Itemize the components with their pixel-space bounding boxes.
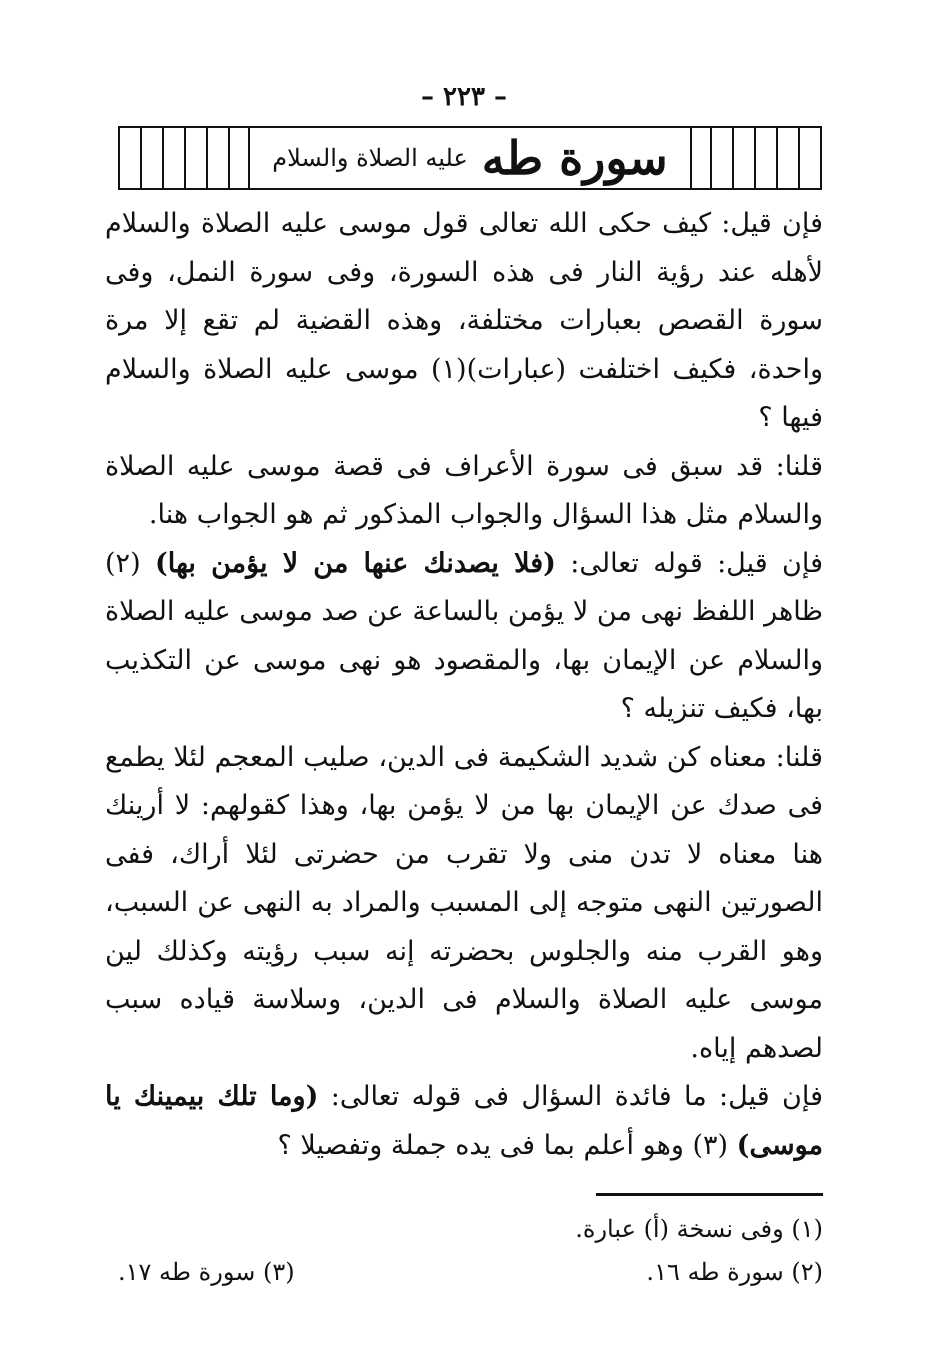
text-line: قلنا: قد سبق فى سورة الأعراف فى قصة موسى عليه الصلاة — [105, 450, 823, 482]
text-line: لأهله عند رؤية النار فى هذه السورة، وفى سورة النمل، وفى — [105, 256, 823, 288]
surah-name: سورة طه — [481, 131, 668, 185]
text-line: سورة القصص بعبارات مختلفة، وهذه القضية لم تقع إلا مرة — [105, 305, 823, 336]
text-line: إياه. — [690, 1032, 737, 1064]
text-line: فيها ؟ — [758, 402, 823, 433]
paragraph-question-1 — [105, 200, 823, 443]
question-lead: فإن قيل: قوله تعالى: — [570, 547, 823, 579]
text-line: هنا معناه لا تدن منى ولا تقرب من حضرتى لئلا أراك، ففى — [105, 838, 823, 870]
text-line: الصورتين النهى متوجه إلى المسبب والمراد به النهى عن السبب، — [105, 887, 823, 918]
footnote-divider — [596, 1193, 823, 1196]
surah-subtitle: عليه الصلاة والسلام — [272, 144, 468, 172]
text-line: فى صدك عن الإيمان بها من لا يؤمن بها، وهذا كقولهم: لا أرينك — [105, 790, 823, 821]
text-line: قلنا: معناه كن شديد الشكيمة فى الدين، صليب المعجم لئلا يطمع — [105, 741, 823, 773]
quran-quote: (فلا يصدنك عنها من لا يؤمن بها) — [154, 547, 556, 579]
text-line: فكيف تنزيله ؟ — [620, 693, 778, 724]
header-title — [270, 128, 670, 188]
text-line: واحدة، فكيف اختلفت (عبارات)(١) موسى عليه الصلاة والسلام — [105, 353, 823, 385]
footnote-3: (٣) سورة طه ١٧. — [118, 1258, 295, 1286]
text-line: وهو أعلم بما فى يده جملة وتفصيلا ؟ — [277, 1129, 684, 1161]
paragraph-question-2 — [105, 540, 823, 734]
text-line: فإن قيل: كيف حكى الله تعالى قول موسى عليه الصلاة والسلام — [105, 208, 823, 239]
text-line: ظاهر اللفظ نهى من لا يؤمن بالساعة عن صد موسى عليه الصلاة — [105, 596, 823, 627]
footnote-ref: (٢) — [105, 547, 141, 579]
paragraph-question-3 — [105, 1073, 823, 1170]
footnote-2: (٢) سورة طه ١٦. — [646, 1258, 823, 1286]
page-number: – ٢٢٣ – — [420, 82, 508, 112]
footnote-ref: (٣) — [692, 1129, 729, 1161]
text-line: موسى عليه الصلاة والسلام فى الدين، وسلاسة قياده سبب لصدهم — [105, 984, 823, 1064]
body-text — [105, 200, 823, 1170]
quran-quote: (وما تلك بيمينك يا موسى) — [105, 1081, 823, 1161]
text-line: والسلام مثل هذا السؤال والجواب المذكور ثم هو الجواب هنا. — [148, 499, 823, 530]
text-line: وهو القرب منه والجلوس بحضرته إنه سبب رؤيته وكذلك لين — [105, 935, 823, 967]
text-line: والسلام عن الإيمان بها، والمقصود هو نهى موسى عن التكذيب بها، — [105, 644, 823, 724]
decorative-stripes-right — [670, 128, 820, 188]
decorative-stripes-left — [120, 128, 270, 188]
paragraph-answer-1 — [105, 443, 823, 540]
footnote-1: (١) وفى نسخة (أ) عبارة. — [575, 1215, 823, 1243]
surah-header — [118, 126, 822, 190]
question-lead: فإن قيل: ما فائدة السؤال فى قوله تعالى: — [330, 1081, 823, 1112]
paragraph-answer-2 — [105, 734, 823, 1074]
